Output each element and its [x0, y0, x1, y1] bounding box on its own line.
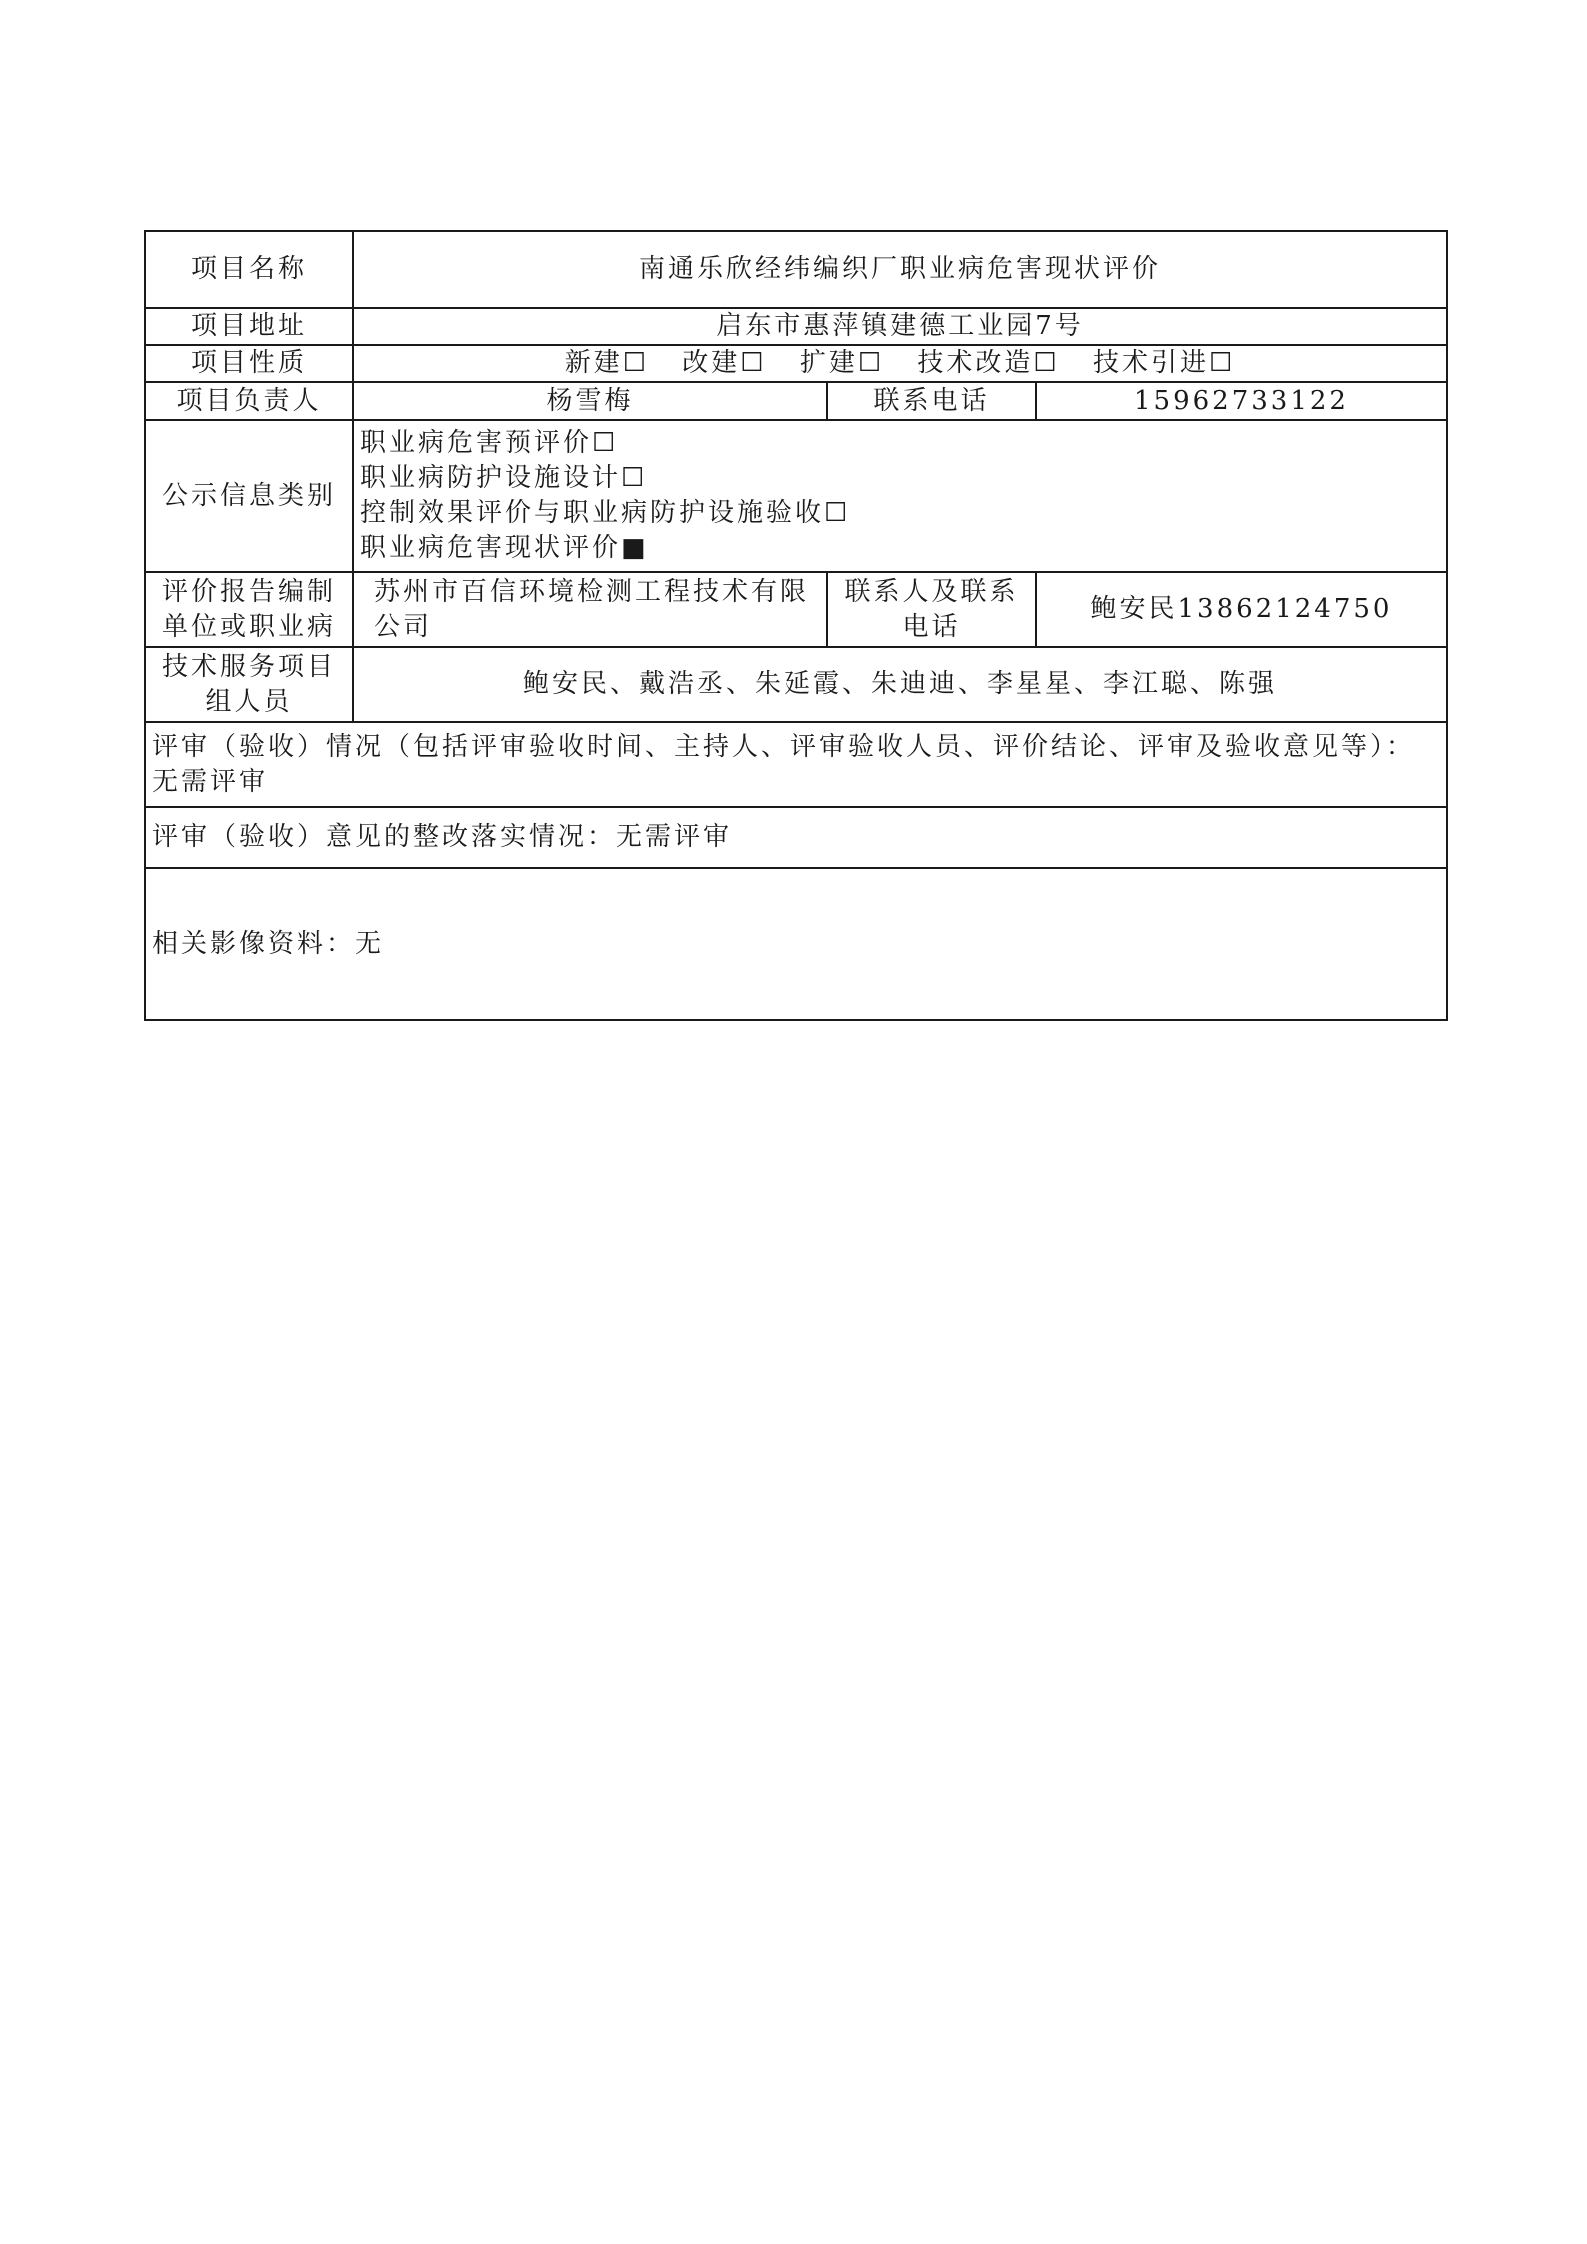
row-review [145, 722, 1447, 807]
row-rectification [145, 807, 1447, 868]
row-project-leader [145, 382, 1447, 420]
contact-value: 鲍安民13862124750 [1036, 572, 1447, 647]
nature-option-tech-upgrade: 技术改造☐ [917, 348, 1060, 378]
row-images [145, 868, 1447, 1020]
report-unit-label: 评价报告编制单位或职业病 [145, 572, 353, 647]
rectification-text: 评审（验收）意见的整改落实情况：无需评审 [145, 807, 1447, 868]
category-option-status-evaluation: 职业病危害现状评价■ [360, 533, 649, 563]
info-category-label: 公示信息类别 [145, 420, 353, 572]
leader-phone-label: 联系电话 [827, 382, 1036, 420]
project-nature-label: 项目性质 [145, 345, 353, 382]
row-project-address [145, 308, 1447, 345]
row-report-unit [145, 572, 1447, 647]
contact-label: 联系人及联系电话 [827, 572, 1036, 647]
team-value: 鲍安民、戴浩丞、朱延霞、朱迪迪、李星星、李江聪、陈强 [353, 647, 1447, 722]
category-option-pre-evaluation: 职业病危害预评价☐ [360, 428, 619, 458]
leader-phone-value: 15962733122 [1036, 382, 1447, 420]
nature-option-rebuild: 改建☐ [682, 348, 767, 378]
row-team [145, 647, 1447, 722]
nature-option-new: 新建☐ [564, 348, 649, 378]
project-name-label: 项目名称 [145, 231, 353, 308]
row-project-nature [145, 345, 1447, 382]
project-address-value: 启东市惠萍镇建德工业园7号 [353, 308, 1447, 345]
project-leader-value: 杨雪梅 [353, 382, 827, 420]
report-unit-value: 苏州市百信环境检测工程技术有限公司 [353, 572, 827, 647]
category-option-control-acceptance: 控制效果评价与职业病防护设施验收☐ [360, 498, 851, 528]
nature-option-expand: 扩建☐ [799, 348, 885, 378]
project-name-value: 南通乐欣经纬编织厂职业病危害现状评价 [353, 231, 1447, 308]
project-address-label: 项目地址 [145, 308, 353, 345]
review-text: 评审（验收）情况（包括评审验收时间、主持人、评审验收人员、评价结论、评审及验收意见等）：无需评审 [145, 722, 1447, 807]
project-leader-label: 项目负责人 [145, 382, 353, 420]
info-category-options [353, 420, 1447, 572]
row-info-category [145, 420, 1447, 572]
category-option-protection-design: 职业病防护设施设计☐ [360, 463, 648, 493]
nature-option-tech-import: 技术引进☐ [1093, 348, 1236, 378]
images-text: 相关影像资料：无 [145, 868, 1447, 1020]
disclosure-form-table [144, 230, 1448, 1021]
team-label: 技术服务项目组人员 [145, 647, 353, 722]
row-project-name [145, 231, 1447, 308]
project-nature-options [353, 345, 1447, 382]
